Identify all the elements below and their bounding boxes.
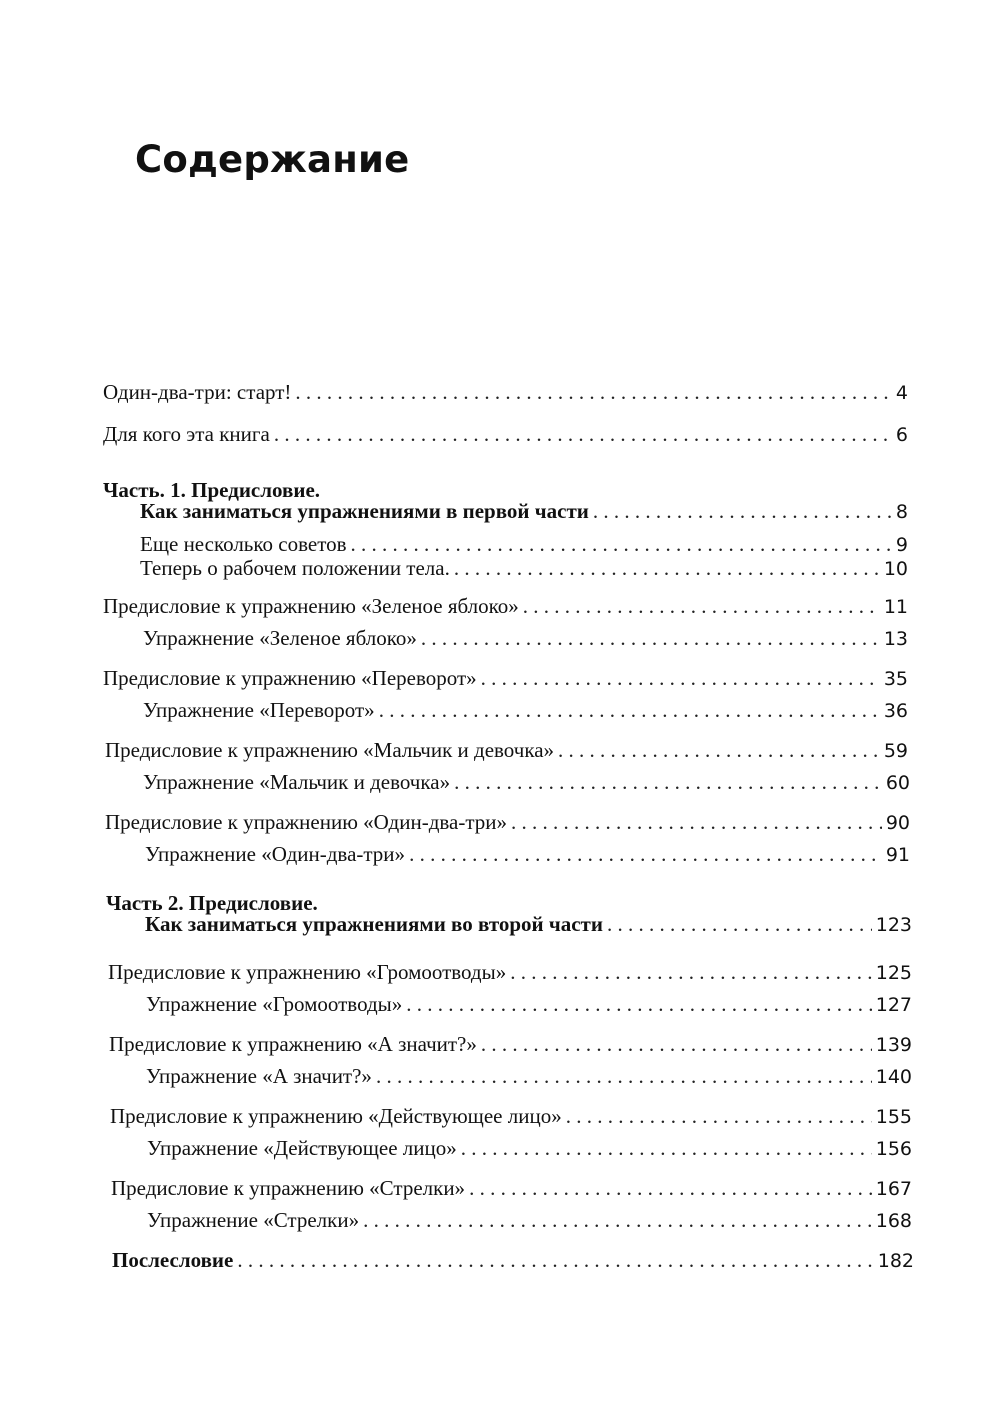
toc-entry[interactable] [147,1208,912,1233]
toc-entry-label: Как заниматься упражнениями во второй части [145,912,603,936]
toc-entry[interactable] [105,810,910,835]
toc-entry-label: Предисловие к упражнению «Переворот» [103,666,477,690]
toc-entry-label: Упражнение «Один-два-три» [145,842,406,866]
toc-entry[interactable] [112,1248,914,1273]
dot-leader [351,532,892,557]
dot-leader [481,666,880,691]
toc-entry-page: 156 [875,1138,912,1160]
dot-leader [421,626,880,651]
dot-leader [481,1032,872,1057]
toc-entry[interactable] [140,532,908,557]
toc-entry-page: 168 [875,1210,912,1232]
toc-entry[interactable] [105,738,908,763]
toc-entry-page: 59 [883,740,908,762]
toc-entry-page: 90 [885,812,910,834]
dot-leader [469,1176,872,1201]
toc-entry-page: 167 [875,1178,912,1200]
toc-entry[interactable] [147,1136,912,1161]
toc-entry-label: Послесловие [112,1248,234,1272]
part-1-heading: Часть. 1. Предисловие. [103,478,321,502]
toc-entry[interactable] [109,1032,912,1057]
toc-entry[interactable] [110,1104,912,1129]
dot-leader [566,1104,872,1129]
toc-entry-label: Предисловие к упражнению «А значит?» [109,1032,477,1056]
toc-entry[interactable] [103,666,908,691]
toc-entry-label: Предисловие к упражнению «Действующее лицо» [110,1104,562,1128]
toc-entry-page: 125 [875,962,912,984]
dot-leader [511,810,882,835]
toc-entry-label: Предисловие к упражнению «Мальчик и девочка» [105,738,555,762]
toc-entry-label: Предисловие к упражнению «Громоотводы» [108,960,507,984]
toc-entry-page: 182 [877,1250,914,1272]
dot-leader [379,698,880,723]
dot-leader [237,1248,873,1273]
toc-entry-label: Предисловие к упражнению «Зеленое яблоко» [103,594,519,618]
page-title: Содержание [135,138,410,181]
toc-entry-label: Предисловие к упражнению «Стрелки» [111,1176,466,1200]
toc-entry[interactable] [146,1064,912,1089]
toc-entry-page: 140 [875,1066,912,1088]
toc-entry-page: 4 [895,382,908,404]
toc-entry-page: 123 [875,914,912,936]
toc-entry-label: Упражнение «Мальчик и девочка» [143,770,451,794]
toc-entry-page: 139 [875,1034,912,1056]
toc-entry[interactable] [145,842,910,867]
toc-entry-label: Один-два-три: старт! [103,380,292,404]
toc-entry-page: 91 [885,844,910,866]
dot-leader [454,770,882,795]
dot-leader [510,960,872,985]
toc-entry-label: Теперь о рабочем положении тела. [140,556,450,580]
toc-entry[interactable] [111,1176,912,1201]
dot-leader [274,422,892,447]
toc-entry-label: Упражнение «А значит?» [146,1064,372,1088]
toc-entry[interactable] [143,770,910,795]
dot-leader [593,499,892,524]
dot-leader [363,1208,872,1233]
dot-leader [409,842,882,867]
toc-entry[interactable] [103,594,908,619]
toc-entry-label: Упражнение «Переворот» [143,698,375,722]
toc-entry-label: Упражнение «Зеленое яблоко» [143,626,417,650]
toc-entry-page: 127 [875,994,912,1016]
dot-leader [295,380,892,405]
dot-leader [461,1136,872,1161]
dot-leader [406,992,871,1017]
toc-entry[interactable] [140,499,908,524]
toc-entry[interactable] [143,698,908,723]
toc-entry-page: 36 [883,700,908,722]
toc-entry[interactable] [103,422,908,447]
toc-entry[interactable] [140,556,908,581]
toc-entry[interactable] [146,992,912,1017]
toc-entry-page: 10 [883,558,908,580]
toc-entry-label: Упражнение «Стрелки» [147,1208,360,1232]
toc-entry-page: 9 [895,534,908,556]
toc-entry-label: Как заниматься упражнениями в первой части [140,499,589,523]
toc-entry-page: 11 [883,596,908,618]
dot-leader [558,738,880,763]
part-2-heading: Часть 2. Предисловие. [106,891,318,915]
toc-entry-page: 8 [895,501,908,523]
toc-entry-page: 155 [875,1106,912,1128]
toc-entry-label: Упражнение «Действующее лицо» [147,1136,457,1160]
toc-entry[interactable] [143,626,908,651]
toc-entry-label: Предисловие к упражнению «Один-два-три» [105,810,508,834]
dot-leader [454,556,880,581]
dot-leader [607,912,872,937]
toc-entry[interactable] [103,380,908,405]
toc-entry-page: 35 [883,668,908,690]
toc-entry[interactable] [108,960,912,985]
toc-entry-page: 13 [883,628,908,650]
toc-entry-page: 6 [895,424,908,446]
toc-entry-label: Еще несколько советов [140,532,347,556]
toc-entry-label: Упражнение «Громоотводы» [146,992,403,1016]
dot-leader [523,594,880,619]
dot-leader [376,1064,872,1089]
toc-entry[interactable] [145,912,912,937]
toc-entry-label: Для кого эта книга [103,422,270,446]
toc-entry-page: 60 [885,772,910,794]
